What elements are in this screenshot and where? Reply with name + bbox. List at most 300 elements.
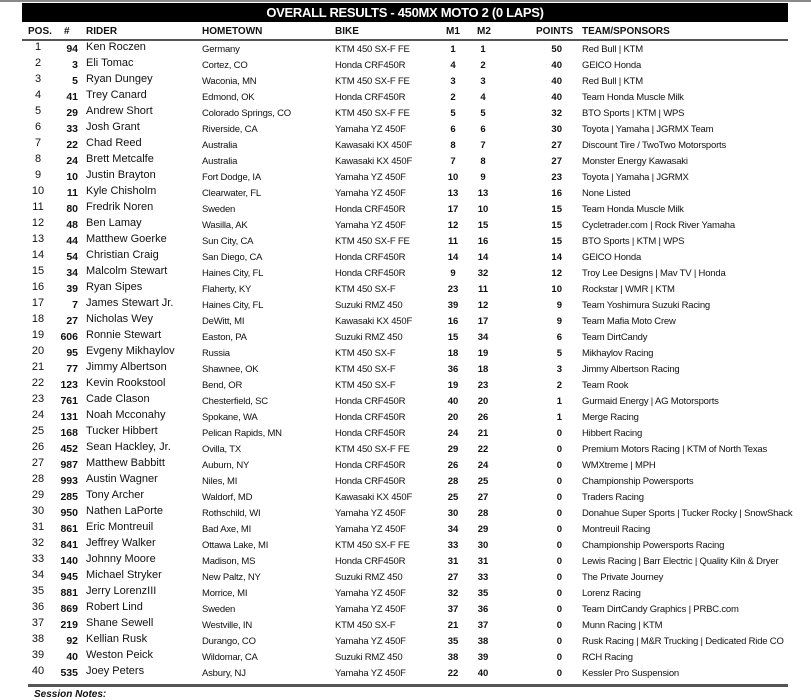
cell-team-sponsors: Team DirtCandy xyxy=(582,332,648,343)
cell-bike: Honda CRF450R xyxy=(335,460,406,471)
cell-moto2: 4 xyxy=(480,92,486,103)
cell-points: 1 xyxy=(556,412,562,423)
cell-hometown: Westville, IN xyxy=(202,620,253,631)
cell-moto1: 3 xyxy=(450,76,456,87)
cell-moto2: 31 xyxy=(477,556,489,567)
cell-moto1: 23 xyxy=(447,284,459,295)
cell-moto1: 15 xyxy=(447,332,459,343)
cell-rider-name: Evgeny Mikhaylov xyxy=(86,345,175,357)
cell-team-sponsors: Monster Energy Kawasaki xyxy=(582,156,688,167)
cell-rider-number: 92 xyxy=(66,635,78,647)
cell-position: 20 xyxy=(31,345,45,357)
cell-hometown: Madison, MS xyxy=(202,556,256,567)
footer-divider xyxy=(28,684,788,687)
cell-position: 26 xyxy=(31,441,45,453)
cell-hometown: San Diego, CA xyxy=(202,252,263,263)
cell-bike: Kawasaki KX 450F xyxy=(335,140,413,151)
cell-rider-name: Ryan Dungey xyxy=(86,73,153,85)
cell-position: 5 xyxy=(34,105,42,117)
cell-team-sponsors: Toyota | Yamaha | JGRMX Team xyxy=(582,124,714,135)
cell-rider-name: Sean Hackley, Jr. xyxy=(86,441,171,453)
cell-rider-number: 950 xyxy=(60,507,78,519)
cell-points: 0 xyxy=(556,508,562,519)
col-header-rider: RIDER xyxy=(86,26,118,37)
cell-bike: Kawasaki KX 450F xyxy=(335,156,413,167)
cell-points: 0 xyxy=(556,476,562,487)
cell-team-sponsors: Championship Powersports Racing xyxy=(582,540,725,551)
cell-bike: Honda CRF450R xyxy=(335,60,406,71)
cell-moto2: 28 xyxy=(477,508,489,519)
cell-rider-number: 10 xyxy=(66,171,78,183)
cell-position: 14 xyxy=(31,249,45,261)
cell-points: 10 xyxy=(551,284,562,295)
cell-hometown: Russia xyxy=(202,348,230,359)
cell-hometown: Australia xyxy=(202,156,238,167)
cell-moto1: 2 xyxy=(450,92,456,103)
cell-position: 27 xyxy=(31,457,45,469)
col-header-team: TEAM/SPONSORS xyxy=(582,26,670,37)
cell-hometown: Haines City, FL xyxy=(202,300,264,311)
cell-position: 37 xyxy=(31,617,45,629)
table-row xyxy=(0,264,811,280)
cell-points: 50 xyxy=(551,44,562,55)
cell-team-sponsors: Munn Racing | KTM xyxy=(582,620,663,631)
cell-rider-name: Johnny Moore xyxy=(86,553,156,565)
cell-position: 40 xyxy=(31,665,45,677)
cell-rider-number: 945 xyxy=(60,571,78,583)
table-row xyxy=(0,88,811,104)
cell-team-sponsors: GEICO Honda xyxy=(582,60,642,71)
cell-rider-name: Kevin Rookstool xyxy=(86,377,166,389)
cell-rider-number: 39 xyxy=(66,283,78,295)
cell-moto2: 19 xyxy=(477,348,489,359)
col-header-hometown: HOMETOWN xyxy=(202,26,263,37)
cell-rider-number: 41 xyxy=(66,91,78,103)
cell-rider-name: Noah Mcconahy xyxy=(86,409,166,421)
cell-team-sponsors: BTO Sports | KTM | WPS xyxy=(582,108,685,119)
table-row xyxy=(0,104,811,120)
cell-moto2: 38 xyxy=(477,636,489,647)
table-row xyxy=(0,568,811,584)
cell-moto1: 25 xyxy=(447,492,459,503)
cell-moto2: 25 xyxy=(477,476,489,487)
cell-position: 15 xyxy=(31,265,45,277)
cell-position: 10 xyxy=(31,185,45,197)
cell-rider-name: Christian Craig xyxy=(86,249,159,261)
cell-hometown: Riverside, CA xyxy=(202,124,258,135)
cell-moto2: 17 xyxy=(477,316,489,327)
cell-moto2: 40 xyxy=(477,668,489,679)
cell-rider-number: 131 xyxy=(60,411,78,423)
cell-rider-number: 34 xyxy=(66,267,78,279)
cell-position: 17 xyxy=(31,297,45,309)
table-row xyxy=(0,152,811,168)
cell-moto2: 36 xyxy=(477,604,489,615)
table-row xyxy=(0,424,811,440)
table-row xyxy=(0,200,811,216)
cell-position: 25 xyxy=(31,425,45,437)
cell-rider-number: 40 xyxy=(66,651,78,663)
cell-team-sponsors: WMXtreme | MPH xyxy=(582,460,656,471)
cell-points: 15 xyxy=(551,236,562,247)
cell-hometown: Spokane, WA xyxy=(202,412,258,423)
cell-moto1: 30 xyxy=(447,508,459,519)
cell-rider-number: 94 xyxy=(66,43,78,55)
cell-moto2: 30 xyxy=(477,540,489,551)
cell-position: 39 xyxy=(31,649,45,661)
cell-team-sponsors: Donahue Super Sports | Tucker Rocky | SnowShack xyxy=(582,508,793,519)
cell-team-sponsors: Mikhaylov Racing xyxy=(582,348,654,359)
cell-moto1: 31 xyxy=(447,556,459,567)
cell-moto2: 27 xyxy=(477,492,489,503)
cell-moto2: 5 xyxy=(480,108,486,119)
cell-rider-number: 987 xyxy=(60,459,78,471)
table-row xyxy=(0,536,811,552)
cell-team-sponsors: Kessler Pro Suspension xyxy=(582,668,679,679)
cell-moto2: 35 xyxy=(477,588,489,599)
cell-bike: Yamaha YZ 450F xyxy=(335,508,406,519)
cell-points: 0 xyxy=(556,572,562,583)
cell-bike: Suzuki RMZ 450 xyxy=(335,300,403,311)
cell-bike: Honda CRF450R xyxy=(335,428,406,439)
cell-rider-name: Ronnie Stewart xyxy=(86,329,162,341)
cell-hometown: Cortez, CO xyxy=(202,60,248,71)
table-row xyxy=(0,56,811,72)
cell-team-sponsors: Toyota | Yamaha | JGRMX xyxy=(582,172,689,183)
table-row xyxy=(0,344,811,360)
cell-hometown: Pelican Rapids, MN xyxy=(202,428,282,439)
cell-rider-name: Michael Stryker xyxy=(86,569,162,581)
cell-rider-name: Kellian Rusk xyxy=(86,633,148,645)
cell-rider-number: 48 xyxy=(66,219,78,231)
cell-bike: Yamaha YZ 450F xyxy=(335,172,406,183)
cell-moto1: 6 xyxy=(450,124,456,135)
cell-bike: KTM 450 SX-F FE xyxy=(335,76,410,87)
cell-rider-name: Weston Peick xyxy=(86,649,154,661)
cell-points: 9 xyxy=(556,316,562,327)
cell-bike: Honda CRF450R xyxy=(335,412,406,423)
cell-moto1: 7 xyxy=(450,156,456,167)
cell-bike: KTM 450 SX-F FE xyxy=(335,44,410,55)
cell-moto1: 29 xyxy=(447,444,459,455)
cell-moto2: 13 xyxy=(477,188,489,199)
table-row xyxy=(0,520,811,536)
table-row xyxy=(0,616,811,632)
cell-position: 23 xyxy=(31,393,45,405)
cell-hometown: Fort Dodge, IA xyxy=(202,172,261,183)
cell-hometown: Edmond, OK xyxy=(202,92,255,103)
cell-moto1: 39 xyxy=(447,300,459,311)
cell-position: 9 xyxy=(34,169,42,181)
cell-moto1: 33 xyxy=(447,540,459,551)
cell-hometown: Niles, MI xyxy=(202,476,238,487)
cell-rider-number: 861 xyxy=(60,523,78,535)
cell-moto1: 26 xyxy=(447,460,459,471)
table-row xyxy=(0,184,811,200)
cell-hometown: Shawnee, OK xyxy=(202,364,259,375)
cell-hometown: Germany xyxy=(202,44,240,55)
cell-team-sponsors: The Private Journey xyxy=(582,572,664,583)
cell-rider-name: Matthew Babbitt xyxy=(86,457,165,469)
cell-team-sponsors: Troy Lee Designs | Mav TV | Honda xyxy=(582,268,726,279)
cell-points: 40 xyxy=(551,60,562,71)
table-row xyxy=(0,584,811,600)
table-row xyxy=(0,248,811,264)
cell-bike: Honda CRF450R xyxy=(335,476,406,487)
cell-moto2: 2 xyxy=(480,60,486,71)
cell-moto1: 36 xyxy=(447,364,459,375)
cell-rider-number: 993 xyxy=(60,475,78,487)
cell-points: 23 xyxy=(551,172,562,183)
cell-position: 24 xyxy=(31,409,45,421)
cell-moto2: 39 xyxy=(477,652,489,663)
cell-rider-name: Tucker Hibbert xyxy=(86,425,158,437)
cell-rider-number: 3 xyxy=(72,59,78,71)
cell-bike: KTM 450 SX-F xyxy=(335,380,396,391)
cell-hometown: Asbury, NJ xyxy=(202,668,246,679)
cell-points: 9 xyxy=(556,300,562,311)
cell-bike: Yamaha YZ 450F xyxy=(335,220,406,231)
top-divider xyxy=(0,0,811,2)
cell-position: 6 xyxy=(34,121,42,133)
cell-rider-name: Austin Wagner xyxy=(86,473,158,485)
cell-bike: KTM 450 SX-F xyxy=(335,364,396,375)
cell-rider-name: Jimmy Albertson xyxy=(86,361,167,373)
cell-bike: Suzuki RMZ 450 xyxy=(335,572,403,583)
cell-position: 29 xyxy=(31,489,45,501)
cell-bike: Yamaha YZ 450F xyxy=(335,524,406,535)
cell-hometown: Clearwater, FL xyxy=(202,188,261,199)
cell-points: 0 xyxy=(556,492,562,503)
cell-position: 12 xyxy=(31,217,45,229)
cell-moto1: 22 xyxy=(447,668,459,679)
cell-rider-name: Kyle Chisholm xyxy=(86,185,157,197)
cell-rider-name: Fredrik Noren xyxy=(86,201,154,213)
cell-team-sponsors: None Listed xyxy=(582,188,631,199)
cell-hometown: Morrice, MI xyxy=(202,588,248,599)
results-table-body xyxy=(0,40,811,680)
cell-moto2: 33 xyxy=(477,572,489,583)
table-row xyxy=(0,488,811,504)
cell-rider-name: Nathen LaPorte xyxy=(86,505,164,517)
cell-bike: Honda CRF450R xyxy=(335,204,406,215)
cell-moto1: 1 xyxy=(450,44,456,55)
cell-points: 40 xyxy=(551,76,562,87)
cell-rider-name: Chad Reed xyxy=(86,137,142,149)
cell-team-sponsors: BTO Sports | KTM | WPS xyxy=(582,236,685,247)
cell-moto2: 3 xyxy=(480,76,486,87)
cell-team-sponsors: Team Honda Muscle Milk xyxy=(582,92,684,103)
cell-moto2: 26 xyxy=(477,412,489,423)
cell-bike: Kawasaki KX 450F xyxy=(335,492,413,503)
cell-moto1: 14 xyxy=(447,252,459,263)
cell-hometown: Easton, PA xyxy=(202,332,247,343)
cell-team-sponsors: Team Yoshimura Suzuki Racing xyxy=(582,300,710,311)
cell-points: 5 xyxy=(556,348,562,359)
cell-bike: Yamaha YZ 450F xyxy=(335,636,406,647)
session-notes-label: Session Notes: xyxy=(34,689,107,700)
table-row xyxy=(0,296,811,312)
table-row xyxy=(0,136,811,152)
cell-rider-name: Justin Brayton xyxy=(86,169,156,181)
table-row xyxy=(0,632,811,648)
cell-team-sponsors: Rusk Racing | M&R Trucking | Dedicated Ride CO xyxy=(582,636,784,647)
cell-points: 40 xyxy=(551,92,562,103)
cell-rider-number: 219 xyxy=(60,619,78,631)
table-row xyxy=(0,440,811,456)
cell-moto1: 8 xyxy=(450,140,456,151)
cell-bike: KTM 450 SX-F FE xyxy=(335,108,410,119)
cell-moto1: 12 xyxy=(447,220,459,231)
cell-rider-name: Trey Canard xyxy=(86,89,147,101)
cell-position: 18 xyxy=(31,313,45,325)
col-header-bike: BIKE xyxy=(335,26,359,37)
cell-moto2: 15 xyxy=(477,220,489,231)
cell-rider-number: 761 xyxy=(60,395,78,407)
cell-team-sponsors: Merge Racing xyxy=(582,412,639,423)
cell-bike: KTM 450 SX-F xyxy=(335,284,396,295)
cell-moto1: 27 xyxy=(447,572,459,583)
cell-moto2: 20 xyxy=(477,396,489,407)
cell-hometown: Auburn, NY xyxy=(202,460,250,471)
cell-hometown: Durango, CO xyxy=(202,636,256,647)
table-row xyxy=(0,232,811,248)
cell-rider-name: Cade Clason xyxy=(86,393,150,405)
col-header-pos: POS. xyxy=(28,26,52,37)
cell-team-sponsors: Team Mafia Moto Crew xyxy=(582,316,676,327)
cell-rider-name: Jeffrey Walker xyxy=(86,537,156,549)
cell-position: 28 xyxy=(31,473,45,485)
cell-points: 0 xyxy=(556,556,562,567)
cell-moto2: 34 xyxy=(477,332,489,343)
cell-hometown: DeWitt, MI xyxy=(202,316,245,327)
cell-position: 4 xyxy=(34,89,42,101)
cell-points: 6 xyxy=(556,332,562,343)
cell-moto2: 16 xyxy=(477,236,489,247)
cell-points: 32 xyxy=(551,108,562,119)
cell-moto2: 24 xyxy=(477,460,489,471)
cell-rider-name: Nicholas Wey xyxy=(86,313,154,325)
cell-rider-number: 95 xyxy=(66,347,78,359)
cell-bike: Yamaha YZ 450F xyxy=(335,188,406,199)
cell-bike: KTM 450 SX-F xyxy=(335,620,396,631)
cell-points: 0 xyxy=(556,636,562,647)
cell-moto2: 32 xyxy=(477,268,489,279)
cell-hometown: Bend, OR xyxy=(202,380,243,391)
cell-hometown: Flaherty, KY xyxy=(202,284,252,295)
cell-hometown: Sun City, CA xyxy=(202,236,254,247)
cell-team-sponsors: Cycletrader.com | Rock River Yamaha xyxy=(582,220,735,231)
cell-rider-number: 7 xyxy=(72,299,78,311)
cell-moto2: 18 xyxy=(477,364,489,375)
cell-team-sponsors: Hibbert Racing xyxy=(582,428,643,439)
col-header-points: POINTS xyxy=(536,26,574,37)
cell-bike: KTM 450 SX-F FE xyxy=(335,444,410,455)
cell-points: 14 xyxy=(551,252,562,263)
cell-position: 22 xyxy=(31,377,45,389)
cell-moto1: 9 xyxy=(450,268,456,279)
table-row xyxy=(0,392,811,408)
cell-rider-number: 33 xyxy=(66,123,78,135)
cell-team-sponsors: Rockstar | WMR | KTM xyxy=(582,284,675,295)
cell-bike: Honda CRF450R xyxy=(335,92,406,103)
cell-hometown: New Paltz, NY xyxy=(202,572,261,583)
cell-position: 21 xyxy=(31,361,45,373)
cell-rider-name: Josh Grant xyxy=(86,121,140,133)
cell-moto2: 37 xyxy=(477,620,489,631)
cell-moto1: 5 xyxy=(450,108,456,119)
cell-rider-number: 5 xyxy=(72,75,78,87)
cell-team-sponsors: Discount Tire / TwoTwo Motorsports xyxy=(582,140,727,151)
cell-bike: Honda CRF450R xyxy=(335,252,406,263)
cell-points: 0 xyxy=(556,460,562,471)
cell-rider-name: Tony Archer xyxy=(86,489,145,501)
cell-points: 12 xyxy=(551,268,562,279)
cell-rider-name: Shane Sewell xyxy=(86,617,154,629)
cell-moto2: 14 xyxy=(477,252,489,263)
cell-bike: Suzuki RMZ 450 xyxy=(335,332,403,343)
cell-moto1: 18 xyxy=(447,348,459,359)
cell-rider-number: 168 xyxy=(60,427,78,439)
cell-bike: Yamaha YZ 450F xyxy=(335,604,406,615)
table-row xyxy=(0,504,811,520)
cell-rider-name: Ryan Sipes xyxy=(86,281,143,293)
cell-moto1: 32 xyxy=(447,588,459,599)
col-header-m2: M2 xyxy=(477,26,491,37)
cell-position: 36 xyxy=(31,601,45,613)
cell-points: 1 xyxy=(556,396,562,407)
cell-rider-number: 869 xyxy=(60,603,78,615)
cell-hometown: Waldorf, MD xyxy=(202,492,253,503)
cell-points: 0 xyxy=(556,444,562,455)
table-row xyxy=(0,40,811,56)
cell-points: 0 xyxy=(556,652,562,663)
table-row xyxy=(0,600,811,616)
table-row xyxy=(0,360,811,376)
cell-bike: Honda CRF450R xyxy=(335,268,406,279)
cell-rider-number: 27 xyxy=(66,315,78,327)
cell-position: 38 xyxy=(31,633,45,645)
cell-hometown: Wildomar, CA xyxy=(202,652,258,663)
cell-bike: Yamaha YZ 450F xyxy=(335,668,406,679)
cell-team-sponsors: Team Rook xyxy=(582,380,629,391)
cell-position: 30 xyxy=(31,505,45,517)
cell-rider-number: 841 xyxy=(60,539,78,551)
cell-rider-name: Matthew Goerke xyxy=(86,233,167,245)
table-row xyxy=(0,168,811,184)
cell-position: 7 xyxy=(34,137,42,149)
cell-moto2: 8 xyxy=(480,156,486,167)
cell-moto1: 16 xyxy=(447,316,459,327)
cell-hometown: Colorado Springs, CO xyxy=(202,108,291,119)
cell-hometown: Rothschild, WI xyxy=(202,508,261,519)
cell-rider-number: 285 xyxy=(60,491,78,503)
cell-points: 0 xyxy=(556,668,562,679)
cell-bike: KTM 450 SX-F FE xyxy=(335,540,410,551)
cell-team-sponsors: Team Honda Muscle Milk xyxy=(582,204,684,215)
cell-moto1: 40 xyxy=(447,396,459,407)
cell-rider-number: 606 xyxy=(60,331,78,343)
cell-hometown: Ovilla, TX xyxy=(202,444,242,455)
cell-points: 3 xyxy=(556,364,562,375)
cell-rider-name: James Stewart Jr. xyxy=(86,297,174,309)
cell-hometown: Bad Axe, MI xyxy=(202,524,252,535)
cell-bike: Yamaha YZ 450F xyxy=(335,588,406,599)
cell-bike: KTM 450 SX-F xyxy=(335,348,396,359)
cell-bike: Yamaha YZ 450F xyxy=(335,124,406,135)
cell-hometown: Chesterfield, SC xyxy=(202,396,268,407)
cell-rider-name: Brett Metcalfe xyxy=(86,153,154,165)
